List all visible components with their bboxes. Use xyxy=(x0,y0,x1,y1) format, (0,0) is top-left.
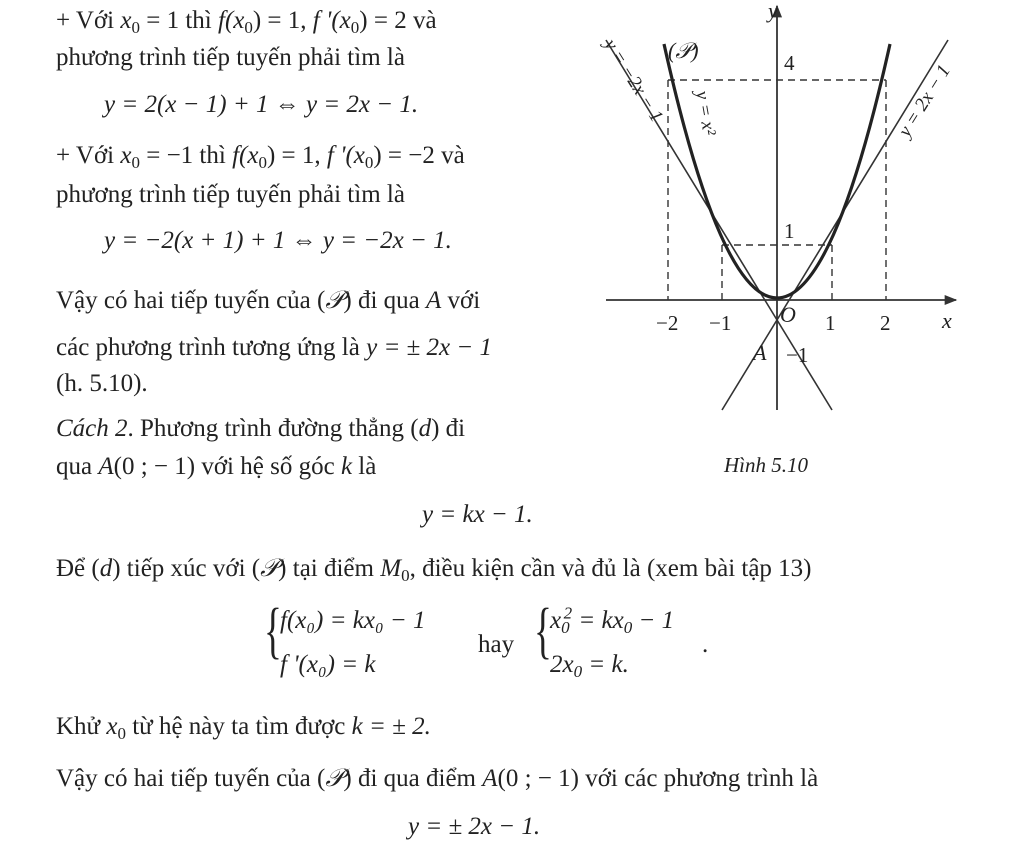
tick-y-4: 4 xyxy=(784,51,795,75)
line-7: Vậy có hai tiếp tuyến của (𝒫) đi qua A với xyxy=(56,287,481,314)
point-a-label: A xyxy=(753,340,767,365)
figure-caption: Hình 5.10 xyxy=(724,453,808,477)
tick-x-2: 2 xyxy=(880,311,891,335)
line-4: + Với $x_0 = -1$ thì $f(x_0) = 1$, f '$(x_0) = -2$ và xyxy=(56,142,465,172)
tick-y-1: 1 xyxy=(784,219,795,243)
y-axis-label: y xyxy=(768,0,778,23)
system-2-row-1: $x_0^2 = kx_0 - 1$ xyxy=(550,603,675,637)
system-1-row-2: f '(x₀) = k xyxy=(280,651,376,678)
system-period: . xyxy=(702,631,709,658)
line-right-label: y = 2x − 1 xyxy=(894,61,955,141)
line-9: (h. 5.10). xyxy=(56,370,148,397)
word-hay: hay xyxy=(478,631,515,658)
line-left-label: y = −2x − 1 xyxy=(599,35,668,126)
system-1-row-1: f(x₀) = kx₀ − 1 xyxy=(280,607,426,634)
brace-left-1: { xyxy=(264,597,282,665)
line-5: phương trình tiếp tuyến phải tìm là xyxy=(56,181,405,208)
paragraph-conclusion: Vậy có hai tiếp tuyến của (𝒫) đi qua điểm A(0 ; − 1) với các phương trình là xyxy=(56,765,819,792)
line-10: Cách 2. Phương trình đường thẳng (d) đi xyxy=(56,415,466,442)
line-2: phương trình tiếp tuyến phải tìm là xyxy=(56,44,405,71)
system-2-row-2: $2x_0 = k$. xyxy=(550,651,629,681)
tick-x-neg2: −2 xyxy=(656,311,679,335)
line-8: các phương trình tương ứng là y = ± 2x − 1 xyxy=(56,334,492,361)
x-axis-label: x xyxy=(942,308,952,333)
line-11: qua A(0 ; − 1) với hệ số góc k là xyxy=(56,453,377,480)
equation-tangent-2: y = −2(x + 1) + 1 ⇔ y = −2x − 1. xyxy=(104,227,452,254)
paragraph-elimination: Khử $x_0$ từ hệ này ta tìm được k = ± 2. xyxy=(56,713,431,743)
origin-label: O xyxy=(780,302,796,327)
tick-y-neg1: −1 xyxy=(786,343,809,367)
line-1: + Với $x_0 = 1$ thì $f(x_0) = 1$, f '$(x_0) = 2$ và xyxy=(56,7,437,37)
equation-tangent-1: y = 2(x − 1) + 1 ⇔ y = 2x − 1. xyxy=(104,91,419,118)
figure-5-10 xyxy=(596,0,1016,490)
equation-final: y = ± 2x − 1. xyxy=(408,813,541,840)
equation-kx: y = kx − 1. xyxy=(422,501,533,528)
curve-label: (𝒫) xyxy=(668,38,699,63)
curve-eq-label: y = x² xyxy=(691,89,720,138)
tick-x-neg1: −1 xyxy=(709,311,732,335)
paragraph-tangent-condition: Để (d) tiếp xúc với (𝒫) tại điểm $M_0$, điều kiện cần và đủ là (xem bài tập 13) xyxy=(56,555,812,585)
tick-x-1: 1 xyxy=(825,311,836,335)
brace-left-2: { xyxy=(534,597,552,665)
